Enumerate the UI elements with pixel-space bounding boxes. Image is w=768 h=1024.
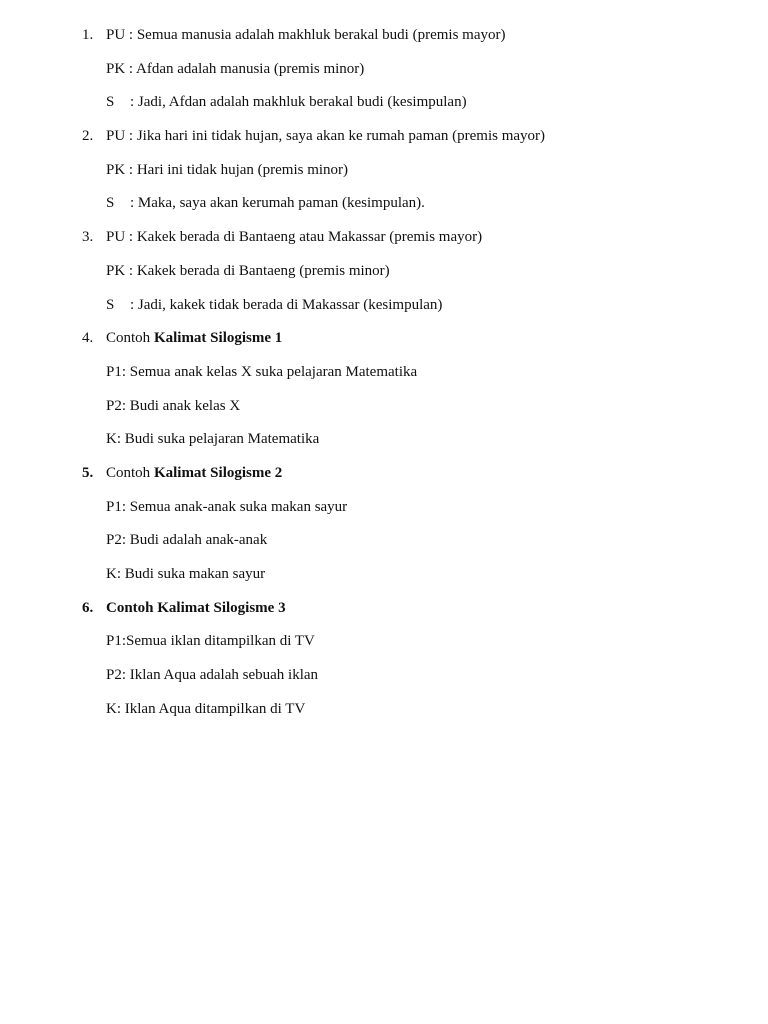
list-number: 4.: [82, 330, 94, 347]
heading-bold: Contoh Kalimat Silogisme 3: [106, 599, 286, 616]
list-item-1-line-1: [82, 25, 722, 59]
list-item-6-line-1: [82, 631, 722, 665]
list-item-2-line-3: [82, 193, 722, 227]
conclusion-text: : Maka, saya akan kerumah paman (kesimpulan).: [130, 195, 425, 212]
list-item-4-line-1: [82, 362, 722, 396]
list-item-3-line-3: [82, 295, 722, 329]
list-item-6-line-3: [82, 699, 722, 733]
list-item-6-heading: [82, 598, 722, 632]
list-item-1-line-3: [82, 92, 722, 126]
list-number: 5.: [82, 464, 94, 481]
conclusion-label: S: [106, 94, 115, 111]
list-item-4: [82, 328, 722, 463]
premise-2: P2: Iklan Aqua adalah sebuah iklan: [106, 667, 319, 684]
list-item-5-heading: [82, 463, 722, 497]
conclusion-label: S: [106, 195, 115, 212]
conclusion: K: Budi suka pelajaran Matematika: [106, 431, 320, 448]
list-item-4-line-2: [82, 396, 722, 430]
list-item-1: [82, 25, 722, 126]
conclusion-text: : Jadi, Afdan adalah makhluk berakal budi (kesimpulan): [130, 94, 467, 111]
conclusion: K: Budi suka makan sayur: [106, 566, 266, 582]
premise-2: P2: Budi adalah anak-anak: [106, 532, 268, 549]
premise-1: P1:Semua iklan ditampilkan di TV: [106, 633, 315, 650]
list-item-2-line-1: [82, 126, 722, 160]
list-item-3-line-2: [82, 261, 722, 295]
list-item-6: [82, 598, 722, 733]
premise-1: P1: Semua anak kelas X suka pelajaran Matematika: [106, 363, 418, 380]
conclusion-label: S: [106, 296, 115, 313]
heading-plain: Contoh: [106, 464, 154, 481]
list-number: 1.: [82, 27, 94, 43]
premise-major: PU : Semua manusia adalah makhluk berakal budi (premis mayor): [106, 27, 506, 43]
conclusion-text: : Jadi, kakek tidak berada di Makassar (kesimpulan): [130, 296, 443, 313]
list-item-5-line-2: [82, 530, 722, 564]
list-number: 6.: [82, 599, 94, 616]
premise-minor: PK : Hari ini tidak hujan (premis minor): [106, 161, 349, 178]
heading-bold: Kalimat Silogisme 2: [153, 464, 283, 481]
list-item-4-heading: [82, 328, 722, 362]
premise-2: P2: Budi anak kelas X: [106, 397, 241, 414]
premise-minor: PK : Kakek berada di Bantaeng (premis minor): [106, 262, 390, 279]
list-item-6-line-2: [82, 665, 722, 699]
heading-plain: Contoh: [106, 330, 154, 347]
heading-bold: Kalimat Silogisme 1: [153, 330, 283, 347]
premise-minor: PK : Afdan adalah manusia (premis minor): [106, 60, 365, 77]
list-item-3-line-1: [82, 227, 722, 261]
premise-major: PU : Jika hari ini tidak hujan, saya akan ke rumah paman (premis mayor): [106, 128, 546, 145]
list-item-5: [82, 463, 722, 598]
list-item-5-line-1: [82, 497, 722, 531]
list-item-4-line-3: [82, 429, 722, 463]
conclusion: K: Iklan Aqua ditampilkan di TV: [106, 700, 306, 717]
list-item-3: [82, 227, 722, 328]
list-item-1-line-2: [82, 59, 722, 93]
list-item-2-line-2: [82, 160, 722, 194]
premise-1: P1: Semua anak-anak suka makan sayur: [106, 498, 348, 515]
list-number: 3.: [82, 229, 94, 246]
syllogism-list: [82, 25, 722, 732]
premise-major: PU : Kakek berada di Bantaeng atau Makassar (premis mayor): [106, 229, 483, 246]
list-number: 2.: [82, 128, 94, 145]
list-item-5-line-3: [82, 564, 722, 598]
list-item-2: [82, 126, 722, 227]
